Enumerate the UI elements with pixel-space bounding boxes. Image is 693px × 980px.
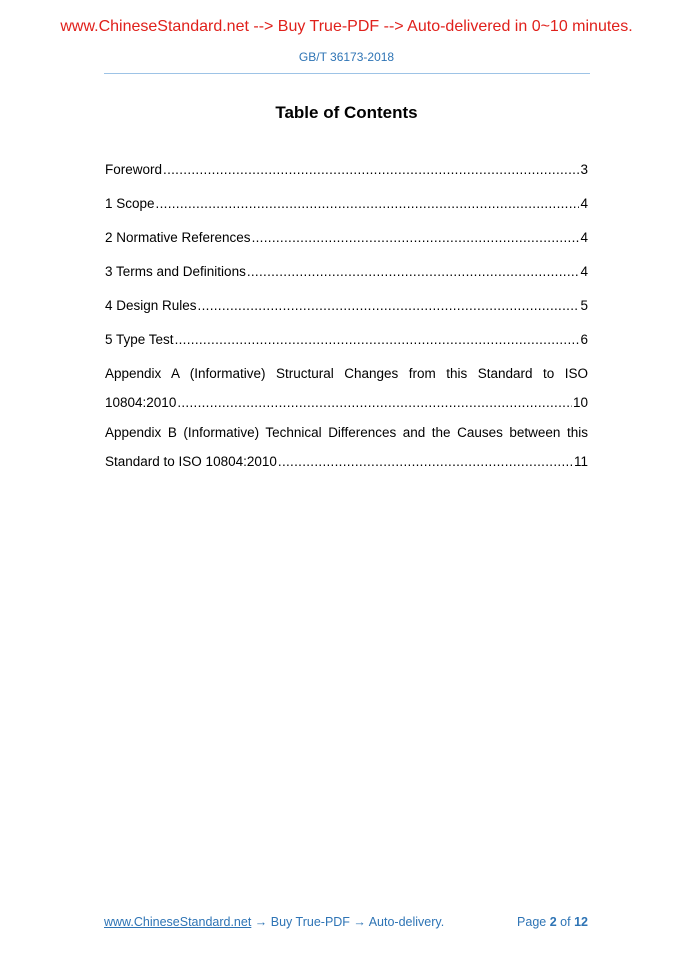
toc-entry-label: 5 Type Test bbox=[105, 332, 174, 347]
toc-word: Causes bbox=[457, 425, 503, 440]
toc-word: the bbox=[431, 425, 451, 440]
toc-leader-dots bbox=[156, 194, 580, 214]
toc-entry-label: 4 Design Rules bbox=[105, 298, 197, 313]
toc-word: B bbox=[167, 425, 177, 440]
top-banner[interactable]: www.ChineseStandard.net --> Buy True-PDF --> Auto-delivered in 0~10 minutes. bbox=[60, 18, 633, 35]
footer-suffix: → Buy True-PDF → Auto-delivery. bbox=[251, 915, 445, 929]
toc-word: Appendix bbox=[105, 425, 162, 440]
toc-entry-page: 10 bbox=[572, 395, 588, 410]
toc-word: Structural bbox=[276, 366, 334, 381]
page-total: 12 bbox=[574, 915, 588, 929]
toc-entry[interactable] bbox=[105, 330, 588, 350]
toc-entry-label bbox=[105, 364, 588, 384]
toc-entry[interactable] bbox=[105, 228, 588, 248]
toc-entry-page: 3 bbox=[580, 162, 588, 177]
toc-entry-label: 2 Normative References bbox=[105, 230, 251, 245]
toc-word: Technical bbox=[265, 425, 322, 440]
toc-word: this bbox=[446, 366, 468, 381]
toc-word: this bbox=[566, 425, 588, 440]
header-rule bbox=[104, 73, 590, 74]
toc-leader-dots bbox=[252, 228, 580, 248]
toc-word: Changes bbox=[344, 366, 399, 381]
toc-word: Standard bbox=[477, 366, 533, 381]
page-word: Page bbox=[517, 915, 547, 929]
toc-entry-page: 5 bbox=[580, 298, 588, 313]
toc-entry-label bbox=[105, 423, 588, 443]
toc-word: to bbox=[542, 366, 555, 381]
toc-entry[interactable] bbox=[105, 194, 588, 214]
page-number: 2 bbox=[549, 915, 557, 929]
toc-leader-dots bbox=[163, 160, 579, 180]
of-word: of bbox=[560, 915, 571, 929]
toc-leader-dots bbox=[177, 393, 572, 413]
toc-entry-page: 4 bbox=[580, 196, 588, 211]
toc-word: ISO bbox=[564, 366, 588, 381]
page-indicator bbox=[517, 915, 588, 929]
toc-word: (Informative) bbox=[189, 366, 266, 381]
toc-word: A bbox=[171, 366, 180, 381]
toc-word: from bbox=[408, 366, 436, 381]
toc-word: and bbox=[402, 425, 426, 440]
toc-entry-page: 11 bbox=[573, 454, 588, 469]
toc-leader-dots bbox=[198, 296, 580, 316]
toc-entry-label: 3 Terms and Definitions bbox=[105, 264, 246, 279]
page-title: Table of Contents bbox=[275, 103, 418, 122]
toc-leader-dots bbox=[175, 330, 580, 350]
document-code: GB/T 36173-2018 bbox=[298, 50, 395, 64]
toc-word: Differences bbox=[328, 425, 397, 440]
toc-entry-label: 1 Scope bbox=[105, 196, 155, 211]
toc-entry-page: 4 bbox=[580, 264, 588, 279]
toc-entry[interactable] bbox=[105, 296, 588, 316]
footer bbox=[104, 915, 588, 929]
toc-leader-dots bbox=[278, 452, 573, 472]
toc-entry-page: 6 bbox=[580, 332, 588, 347]
toc-entry-label: Standard to ISO 10804:2010 bbox=[105, 454, 277, 469]
toc-word: between bbox=[509, 425, 561, 440]
toc-entry-appendix-b[interactable] bbox=[105, 423, 588, 472]
toc-list bbox=[105, 160, 588, 472]
toc-entry-label: 10804:2010 bbox=[105, 395, 177, 410]
toc-entry[interactable] bbox=[105, 262, 588, 282]
toc-leader-dots bbox=[247, 262, 580, 282]
footer-link[interactable]: www.ChineseStandard.net bbox=[104, 915, 252, 929]
toc-entry-appendix-a[interactable] bbox=[105, 364, 588, 413]
toc-entry-page: 4 bbox=[580, 230, 588, 245]
toc-entry[interactable] bbox=[105, 160, 588, 180]
toc-word: (Informative) bbox=[183, 425, 260, 440]
toc-word: Appendix bbox=[105, 366, 162, 381]
toc-entry-label: Foreword bbox=[105, 162, 163, 177]
